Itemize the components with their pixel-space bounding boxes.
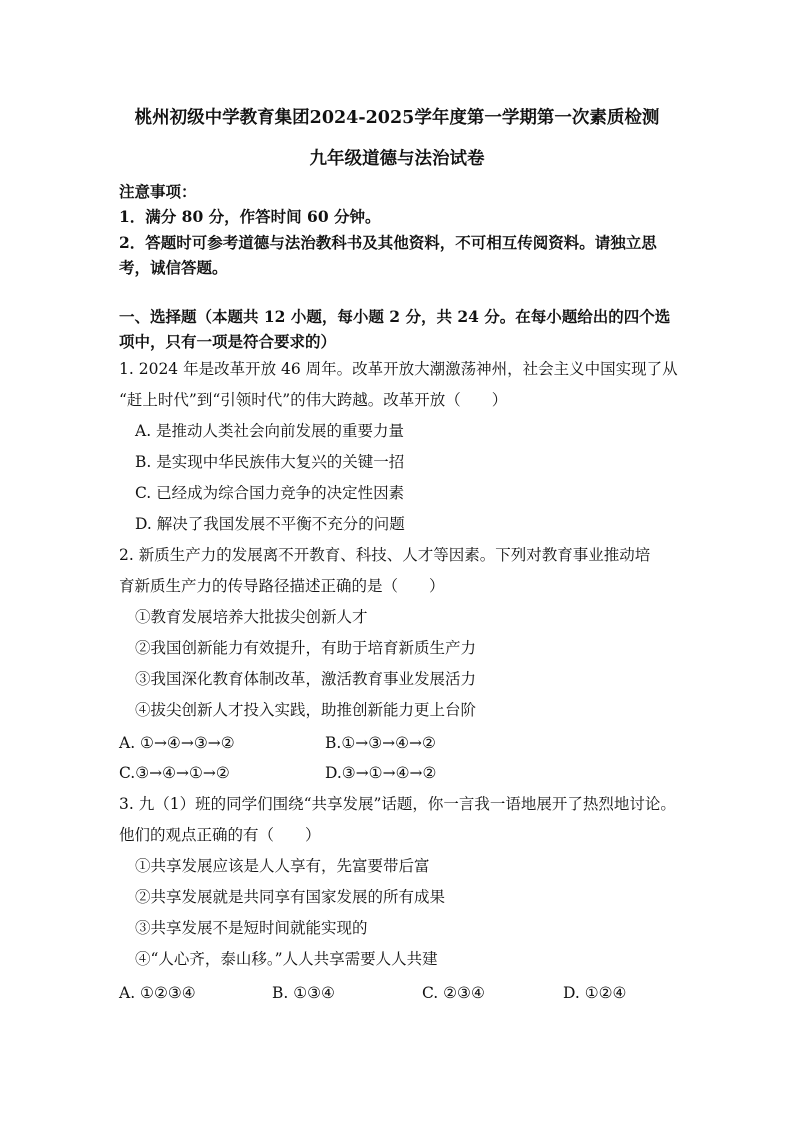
section1-heading-cont: 项中，只有一项是符合要求的） <box>119 332 337 351</box>
q3-stem-cont: 他们的观点正确的有（ ） <box>119 826 321 844</box>
q2-option-a: A. ①→④→③→② <box>119 734 235 752</box>
q2-option-c: C.③→④→①→② <box>119 764 230 782</box>
q3-option-a: A. ①②③④ <box>119 984 196 1002</box>
q2-item-2: ②我国创新能力有效提升，有助于培育新质生产力 <box>135 639 477 657</box>
notes-item-2: 2．答题时可参考道德与法治教科书及其他资料，不可相互传阅资料。请独立思 <box>119 233 657 252</box>
q1-option-a: A. 是推动人类社会向前发展的重要力量 <box>135 422 405 440</box>
q2-option-b: B.①→③→④→② <box>325 734 436 752</box>
q3-option-d: D. ①②④ <box>563 984 627 1002</box>
q3-stem: 3. 九（1）班的同学们围绕“共享发展”话题，你一言我一语地展开了热烈地讨论。 <box>119 795 676 813</box>
q3-option-c: C. ②③④ <box>422 984 485 1002</box>
q3-item-4: ④“人心齐，泰山移。”人人共享需要人人共建 <box>135 950 438 968</box>
q1-option-d: D. 解决了我国发展不平衡不充分的问题 <box>135 515 405 533</box>
section1-heading: 一、选择题（本题共 12 小题，每小题 2 分，共 24 分。在每小题给出的四个选 <box>119 307 671 326</box>
q2-item-3: ③我国深化教育体制改革，激活教育事业发展活力 <box>135 670 477 688</box>
notes-heading: 注意事项： <box>119 182 197 201</box>
q2-stem-cont: 育新质生产力的传导路径描述正确的是（ ） <box>119 577 445 595</box>
q1-option-c: C. 已经成为综合国力竞争的决定性因素 <box>135 484 405 502</box>
q2-option-d: D.③→①→④→② <box>325 764 437 782</box>
exam-title: 桃州初级中学教育集团2024-2025学年度第一学期第一次素质检测 <box>134 108 660 128</box>
q2-stem: 2. 新质生产力的发展离不开教育、科技、人才等因素。下列对教育事业推动培 <box>119 546 651 564</box>
q1-option-b: B. 是实现中华民族伟大复兴的关键一招 <box>135 453 405 471</box>
q1-stem-cont: “赶上时代”到“引领时代”的伟大跨越。改革开放（ ） <box>119 391 508 409</box>
q1-stem: 1. 2024 年是改革开放 46 周年。改革开放大潮激荡神州，社会主义中国实现了从 <box>119 360 678 378</box>
notes-item-2-cont: 考，诚信答题。 <box>119 258 228 277</box>
q3-item-2: ②共享发展就是共同享有国家发展的所有成果 <box>135 888 446 906</box>
q2-item-1: ①教育发展培养大批拔尖创新人才 <box>135 608 368 626</box>
q3-item-3: ③共享发展不是短时间就能实现的 <box>135 919 368 937</box>
notes-item-1: 1．满分 80 分，作答时间 60 分钟。 <box>119 207 381 226</box>
q2-item-4: ④拔尖创新人才投入实践，助推创新能力更上台阶 <box>135 701 477 719</box>
q3-item-1: ①共享发展应该是人人享有，先富要带后富 <box>135 857 430 875</box>
exam-subtitle: 九年级道德与法治试卷 <box>309 149 485 169</box>
q3-option-b: B. ①③④ <box>272 984 335 1002</box>
